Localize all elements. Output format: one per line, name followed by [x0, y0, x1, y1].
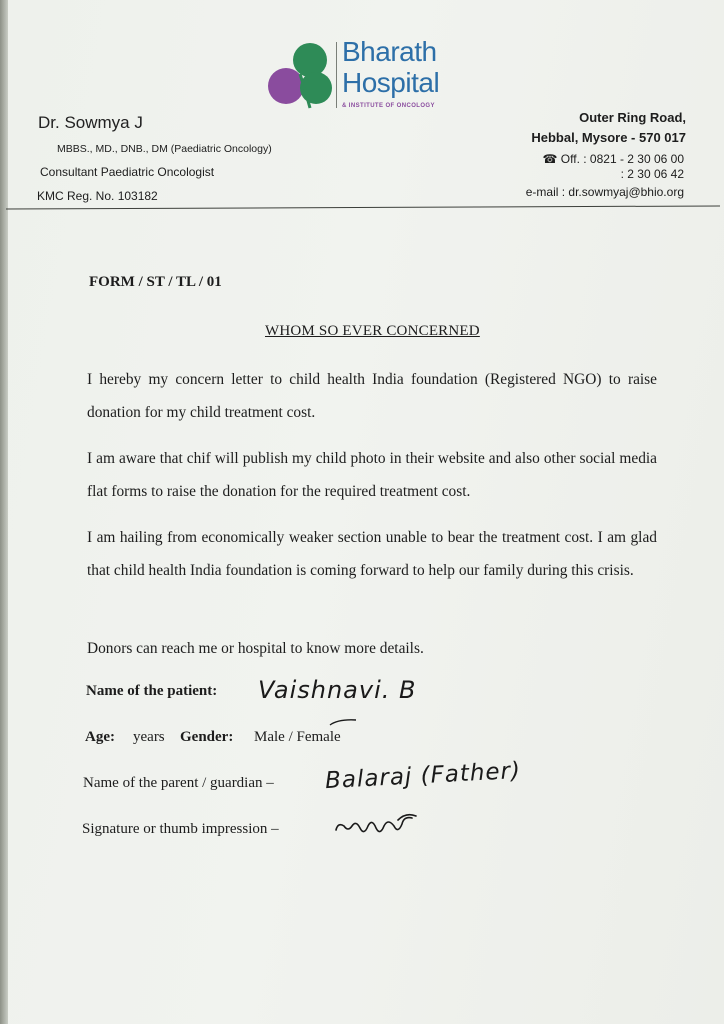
paragraph-1: I hereby my concern letter to child health India foundation (Registered NGO) to raise donation for my child treatment cost. [87, 371, 657, 421]
doctor-title: Consultant Paediatric Oncologist [40, 165, 215, 179]
paragraph-2: I am aware that chif will publish my child photo in their website and also other social media flat forms to raise the donation for the required treatment cost. [87, 450, 657, 500]
doctor-name: Dr. Sowmya J [38, 113, 143, 132]
page-edge-shadow [0, 0, 8, 1024]
brand-divider [336, 42, 337, 108]
hospital-name-line2: Hospital [342, 67, 440, 98]
signature-label: Signature or thumb impression – [82, 821, 279, 837]
doctor-degrees: MBBS., MD., DNB., DM (Paediatric Oncology) [57, 143, 272, 155]
paragraph-4: Donors can reach me or hospital to know more details. [87, 640, 424, 657]
gender-label: Gender: [180, 729, 234, 745]
age-unit: years [133, 729, 165, 745]
hospital-name-line1: Bharath [342, 36, 437, 67]
hospital-tagline: & INSTITUTE OF ONCOLOGY [342, 103, 435, 109]
phone-line2: : 2 30 06 42 [620, 167, 684, 181]
trefoil-leaf-logo-icon [266, 38, 336, 114]
doctor-registration: KMC Reg. No. 103182 [37, 189, 158, 203]
phone-line1: ☎ Off. : 0821 - 2 30 06 00 [542, 152, 684, 166]
form-code: FORM / ST / TL / 01 [89, 274, 222, 290]
patient-name-label: Name of the patient: [86, 683, 218, 699]
parent-name-value: Balaraj (Father) [324, 757, 522, 795]
tick-mark-icon [328, 716, 358, 728]
address-line1: Outer Ring Road, [579, 110, 686, 125]
email-address: e-mail : dr.sowmyaj@bhio.org [525, 185, 684, 199]
patient-name-value: Vaishnavi. B [258, 676, 417, 704]
paragraph-3: I am hailing from economically weaker section unable to bear the treatment cost. I am glad that child health India foundation is coming forward to help our family during this crisis. [87, 529, 657, 579]
address-line2: Hebbal, Mysore - 570 017 [531, 130, 686, 145]
handwritten-signature-icon [332, 808, 422, 848]
letter-heading: WHOM SO EVER CONCERNED [265, 323, 480, 339]
age-label: Age: [85, 729, 115, 745]
gender-options: Male / Female [254, 729, 341, 745]
parent-name-label: Name of the parent / guardian – [83, 775, 274, 791]
